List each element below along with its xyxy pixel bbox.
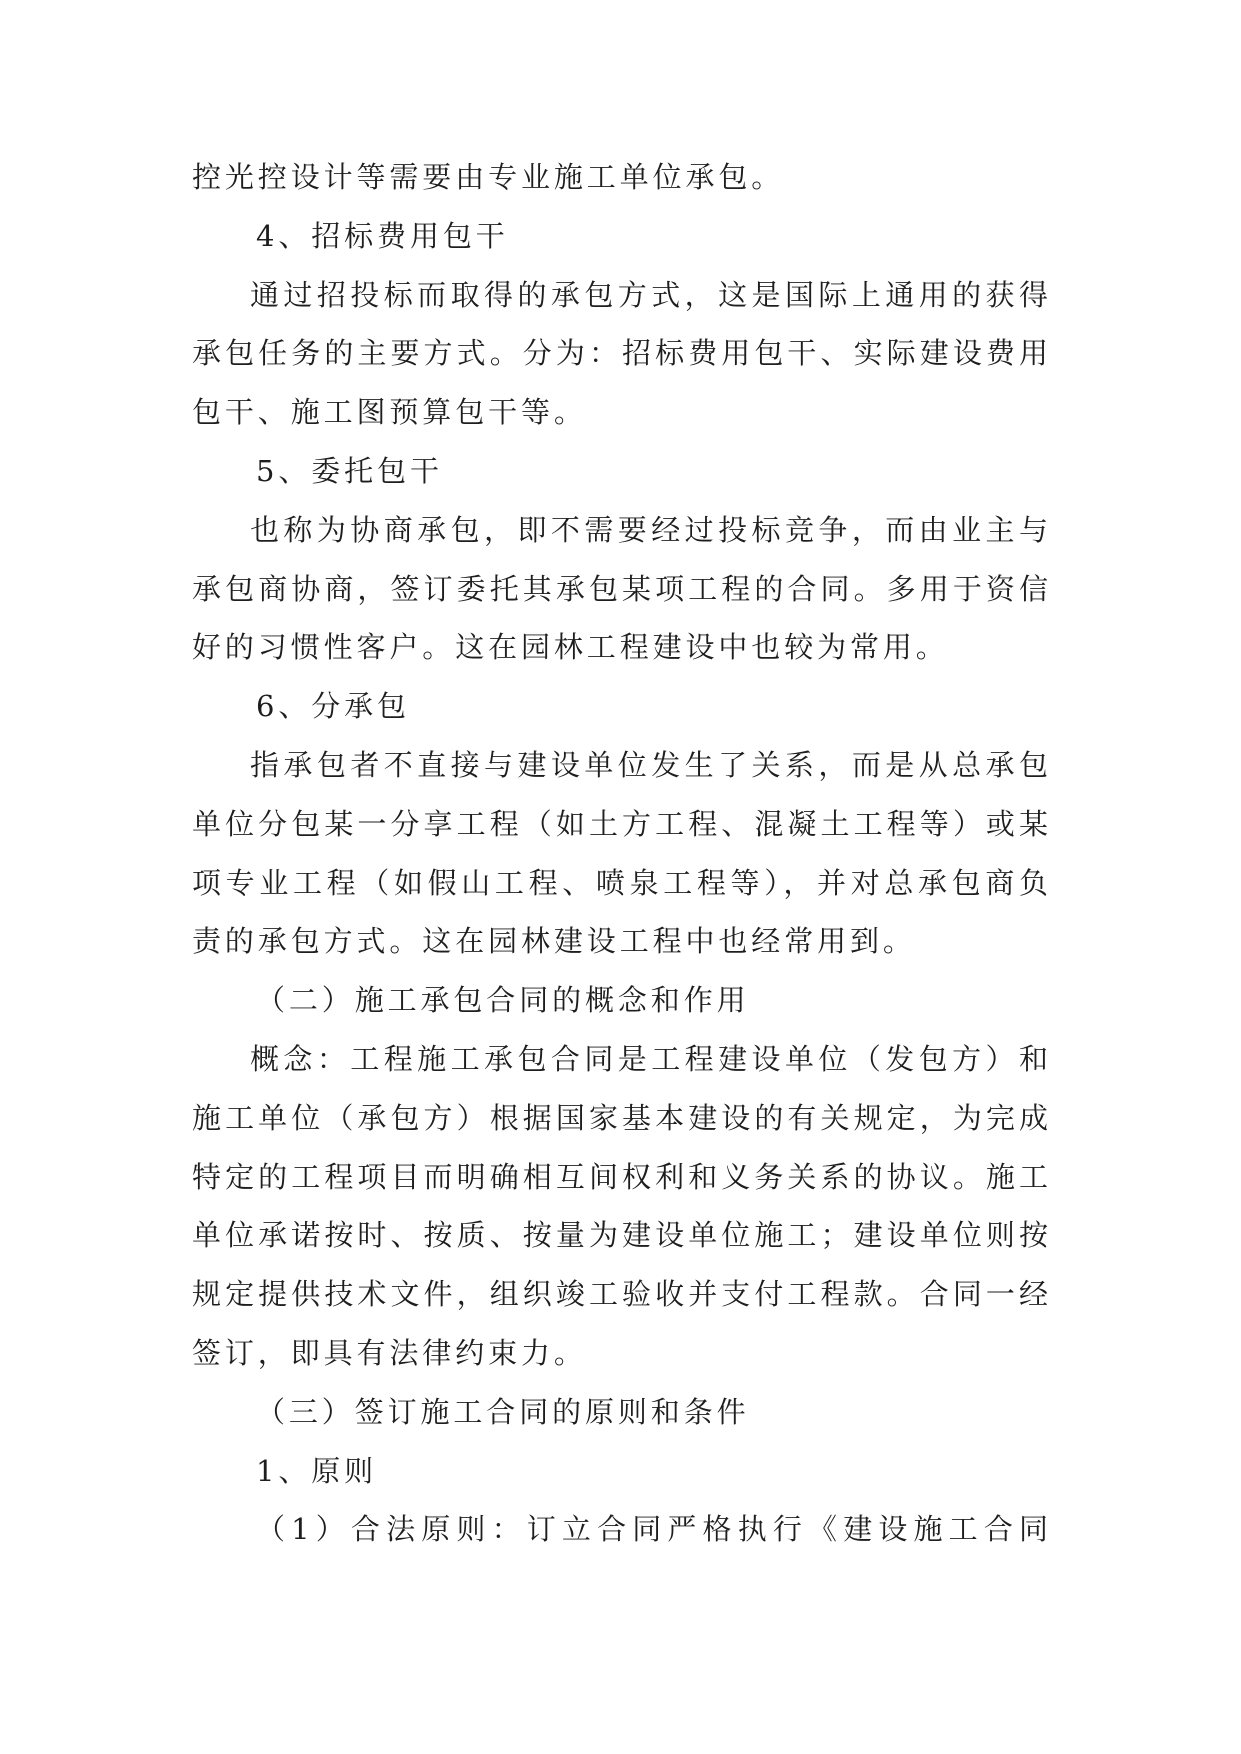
paragraph-line: （1）合法原则：订立合同严格执行《建设施工合同	[256, 1512, 1048, 1547]
paragraph-line: 通过招投标而取得的承包方式，这是国际上通用的获得	[250, 277, 1048, 312]
section-heading: （二）施工承包合同的概念和作用	[256, 983, 750, 1018]
paragraph-line: 概念：工程施工承包合同是工程建设单位（发包方）和	[250, 1041, 1048, 1076]
section-heading: 1、原则	[256, 1453, 378, 1488]
section-heading: 6、分承包	[256, 689, 410, 724]
paragraph-line: 签订，即具有法律约束力。	[192, 1335, 587, 1370]
paragraph-line: 也称为协商承包，即不需要经过投标竞争，而由业主与	[250, 512, 1048, 547]
paragraph-line: 单位分包某一分享工程（如土方工程、混凝土工程等）或某	[192, 806, 1048, 841]
paragraph-line: 施工单位（承包方）根据国家基本建设的有关规定，为完成	[192, 1100, 1048, 1135]
paragraph-line: 好的习惯性客户。这在园林工程建设中也较为常用。	[192, 630, 949, 665]
section-heading: 5、委托包干	[256, 453, 443, 488]
paragraph-line: 规定提供技术文件，组织竣工验收并支付工程款。合同一经	[192, 1277, 1048, 1312]
paragraph-line: 承包任务的主要方式。分为：招标费用包干、实际建设费用	[192, 336, 1048, 371]
paragraph-line: 责的承包方式。这在园林建设工程中也经常用到。	[192, 924, 916, 959]
paragraph-line: 特定的工程项目而明确相互间权利和义务关系的协议。施工	[192, 1159, 1048, 1194]
paragraph-line: 控光控设计等需要由专业施工单位承包。	[192, 160, 785, 194]
paragraph-line: 包干、施工图预算包干等。	[192, 395, 587, 430]
paragraph-line: 指承包者不直接与建设单位发生了关系，而是从总承包	[250, 747, 1048, 782]
paragraph-line: 单位承诺按时、按质、按量为建设单位施工；建设单位则按	[192, 1218, 1048, 1253]
paragraph-line: 项专业工程（如假山工程、喷泉工程等），并对总承包商负	[192, 865, 1048, 900]
document-page	[192, 148, 1048, 1559]
section-heading: （三）签订施工合同的原则和条件	[256, 1394, 750, 1429]
paragraph-line: 承包商协商，签订委托其承包某项工程的合同。多用于资信	[192, 571, 1048, 606]
section-heading: 4、招标费用包干	[256, 218, 509, 253]
